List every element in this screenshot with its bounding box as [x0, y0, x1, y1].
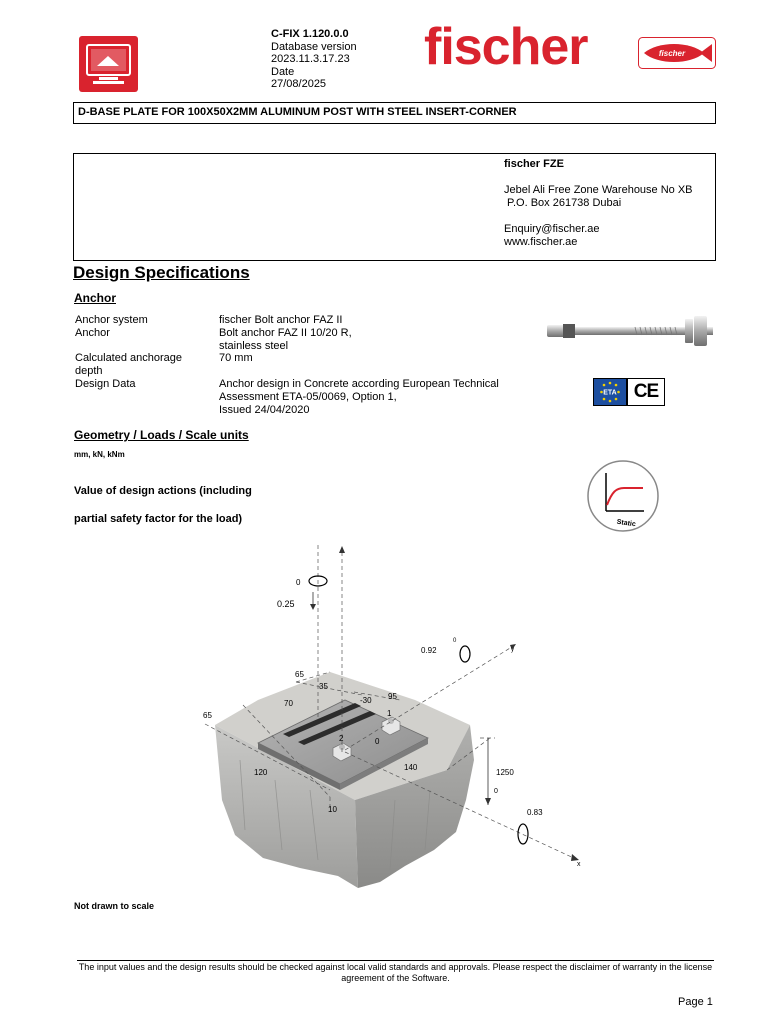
spec-value-anchor — [219, 327, 539, 353]
disclaimer-text: The input values and the design results should be checked against local valid standards and approvals. Please respect the disclaimer of warranty in the license agreement of the Software. — [78, 962, 713, 983]
label-35: 35 — [319, 682, 328, 691]
company-address-1: Jebel Ali Free Zone Warehouse No XB — [504, 184, 693, 196]
spec-value-design-data-line3: Issued 24/04/2020 — [219, 404, 310, 416]
ce-mark: CE — [627, 378, 665, 406]
label-vy: 0.92 — [421, 646, 437, 655]
label-mz: 0 — [296, 578, 301, 587]
eta-badge-text: ETA — [603, 389, 617, 397]
label-vz: 0.25 — [277, 599, 295, 609]
company-box — [73, 153, 716, 261]
label-10: 10 — [328, 805, 337, 814]
label-my: 0 — [453, 638, 457, 644]
label-120: 120 — [254, 768, 268, 777]
units-text: mm, kN, kNm — [74, 450, 125, 459]
label-minus-30: -30 — [360, 696, 372, 705]
footer-divider — [77, 960, 714, 961]
label-0-plate: 0 — [375, 737, 380, 746]
spec-label-design-data: Design Data — [75, 378, 136, 390]
label-anchor-1: 1 — [387, 709, 392, 718]
label-0-side: 0 — [494, 788, 498, 795]
label-65-left: 65 — [203, 711, 212, 720]
company-name: fischer FZE — [504, 158, 564, 170]
page-number: Page 1 — [678, 996, 713, 1008]
fischer-wordmark: fischer — [424, 18, 588, 76]
label-140: 140 — [404, 763, 418, 772]
eta-badge — [593, 378, 627, 406]
design-actions-line1: Value of design actions (including — [74, 485, 252, 497]
label-anchor-2: 2 — [339, 734, 344, 743]
spec-value-design-data — [219, 378, 539, 417]
db-version: 2023.11.3.17.23 — [271, 53, 350, 65]
moment-y-icon — [460, 646, 470, 662]
spec-value-anchor-line2: stainless steel — [219, 340, 289, 352]
eu-stars-icon — [594, 379, 626, 405]
monitor-icon — [79, 36, 138, 92]
spec-value-anchorage-depth: 70 mm — [219, 352, 253, 364]
spec-label-anchorage-depth-line2: depth — [75, 365, 103, 377]
label-1250: 1250 — [496, 768, 514, 777]
design-specifications-heading: Design Specifications — [73, 263, 250, 282]
company-website: www.fischer.ae — [504, 236, 578, 248]
badge-text: fischer — [658, 49, 686, 58]
label-x-axis: x — [577, 861, 581, 868]
spec-value-design-data-line2: Assessment ETA-05/0069, Option 1, — [219, 391, 397, 403]
label-mx: 0.83 — [527, 808, 543, 817]
spec-label-anchor: Anchor — [75, 327, 110, 339]
static-label: Static — [616, 518, 637, 529]
spec-value-anchor-system: fischer Bolt anchor FAZ II — [219, 314, 343, 326]
date-label: Date — [271, 65, 295, 78]
moment-x-icon — [518, 824, 528, 844]
anchor-heading: Anchor — [74, 291, 116, 305]
static-load-icon — [586, 459, 660, 533]
not-to-scale-note: Not drawn to scale — [74, 901, 155, 911]
company-email: Enquiry@fischer.ae — [504, 223, 600, 235]
bolt-anchor-icon — [545, 313, 715, 353]
project-title-box — [73, 102, 716, 124]
label-65-top: 65 — [295, 670, 304, 679]
fischer-fish-logo-icon — [638, 37, 716, 69]
cfix-app-logo — [79, 36, 138, 92]
project-title: D-BASE PLATE FOR 100X50X2MM ALUMINUM POST WITH STEEL INSERT-CORNER — [78, 106, 517, 118]
base-plate-diagram — [190, 538, 600, 893]
spec-value-design-data-line1: Anchor design in Concrete according European Technical — [219, 378, 499, 390]
geometry-heading: Geometry / Loads / Scale units — [74, 428, 249, 442]
db-version-label: Database version — [271, 40, 357, 53]
spec-label-anchor-system: Anchor system — [75, 314, 148, 326]
company-address-2: P.O. Box 261738 Dubai — [504, 197, 622, 209]
product-version: C-FIX 1.120.0.0 — [271, 28, 349, 40]
design-actions-line2: partial safety factor for the load) — [74, 513, 243, 525]
header-info — [271, 28, 357, 91]
spec-label-anchorage-depth — [75, 352, 205, 378]
spec-value-anchor-line1: Bolt anchor FAZ II 10/20 R, — [219, 327, 352, 339]
report-date: 27/08/2025 — [271, 78, 327, 90]
label-y-axis: y — [511, 647, 514, 653]
company-info — [504, 158, 693, 249]
spec-label-anchorage-depth-line1: Calculated anchorage — [75, 352, 183, 364]
label-70: 70 — [284, 699, 293, 708]
label-95: 95 — [388, 692, 397, 701]
